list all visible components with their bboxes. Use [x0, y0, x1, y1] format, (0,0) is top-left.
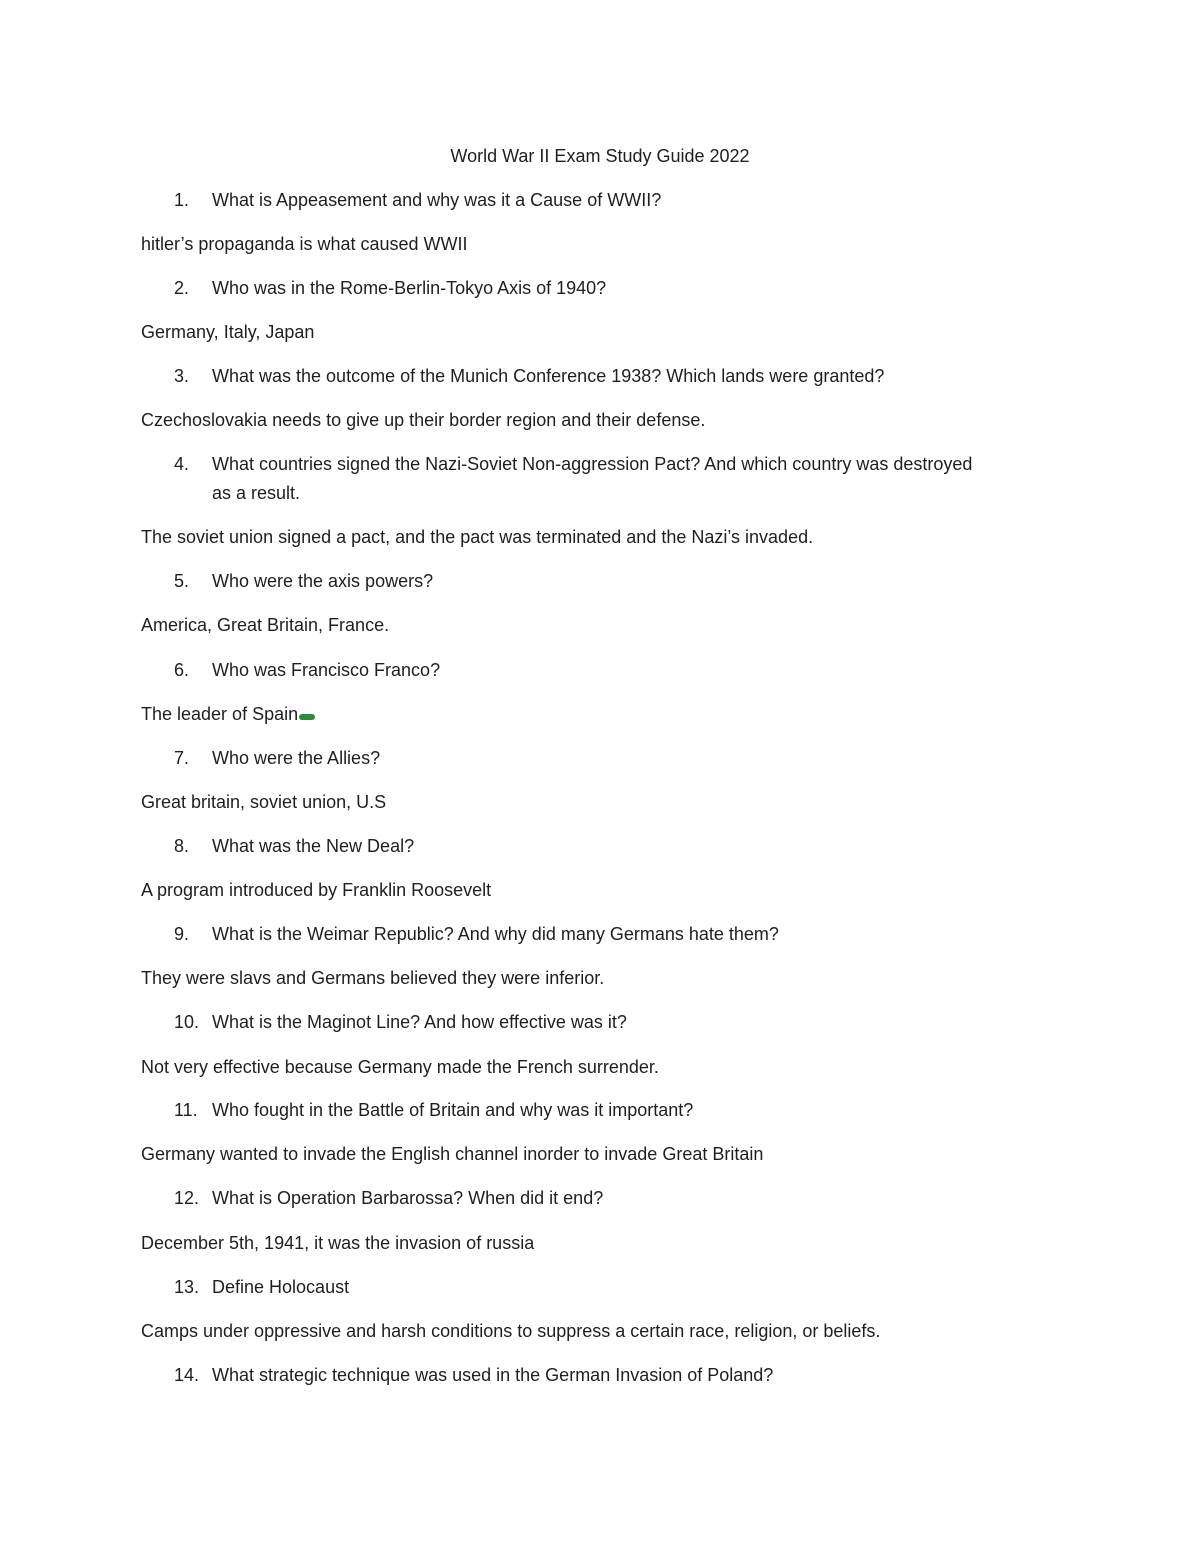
question-number: 5.	[174, 571, 190, 591]
question-text: What is the Weimar Republic? And why did many Germans hate them?	[212, 924, 779, 944]
answer-text: The soviet union signed a pact, and the pact was terminated and the Nazi’s invaded.	[141, 527, 814, 547]
ink-mark-icon	[299, 714, 315, 720]
document-title: World War II Exam Study Guide 2022	[450, 146, 750, 166]
answer-text: Not very effective because Germany made the French surrender.	[141, 1057, 659, 1077]
question-text: Who were the Allies?	[212, 748, 381, 768]
question-number: 8.	[174, 836, 190, 856]
answer-text: Germany wanted to invade the English channel inorder to invade Great Britain	[141, 1144, 764, 1164]
question-text: What strategic technique was used in the German Invasion of Poland?	[212, 1365, 774, 1385]
answer-text: hitler’s propaganda is what caused WWII	[141, 234, 468, 254]
question-number: 13.	[174, 1277, 200, 1297]
answer-text: Germany, Italy, Japan	[141, 322, 315, 342]
answer-text: America, Great Britain, France.	[141, 615, 390, 635]
question-text: What is Appeasement and why was it a Cause of WWII?	[212, 190, 662, 210]
question-text: What was the New Deal?	[212, 836, 415, 856]
question-text: What is Operation Barbarossa? When did it end?	[212, 1188, 604, 1208]
question-number: 9.	[174, 924, 190, 944]
question-number: 3.	[174, 366, 190, 386]
question-text: Define Holocaust	[212, 1277, 350, 1297]
question-number: 7.	[174, 748, 190, 768]
answer-text: Czechoslovakia needs to give up their border region and their defense.	[141, 410, 706, 430]
answer-text: They were slavs and Germans believed they were inferior.	[141, 968, 605, 988]
question-text: Who was in the Rome-Berlin-Tokyo Axis of 1940?	[212, 278, 607, 298]
question-number: 14.	[174, 1365, 200, 1385]
question-text: What countries signed the Nazi-Soviet Non-aggression Pact? And which country was destroyed	[212, 454, 973, 474]
question-text-continued: as a result.	[212, 483, 301, 503]
question-text: What is the Maginot Line? And how effective was it?	[212, 1012, 627, 1032]
answer-text: December 5th, 1941, it was the invasion of russia	[141, 1233, 535, 1253]
answer-row	[141, 703, 315, 725]
question-number: 6.	[174, 660, 190, 680]
question-number: 10.	[174, 1012, 200, 1032]
question-text: Who were the axis powers?	[212, 571, 434, 591]
answer-text: Camps under oppressive and harsh conditions to suppress a certain race, religion, or beliefs.	[141, 1321, 881, 1341]
answer-text: The leader of Spain	[141, 704, 299, 724]
answer-text: Great britain, soviet union, U.S	[141, 792, 387, 812]
question-number: 1.	[174, 190, 190, 210]
question-number: 4.	[174, 454, 190, 474]
question-number: 12.	[174, 1188, 200, 1208]
question-number: 11.	[174, 1100, 198, 1120]
question-text: Who was Francisco Franco?	[212, 660, 441, 680]
question-text: Who fought in the Battle of Britain and why was it important?	[212, 1100, 694, 1120]
question-number: 2.	[174, 278, 190, 298]
question-text: What was the outcome of the Munich Conference 1938? Which lands were granted?	[212, 366, 885, 386]
answer-text: A program introduced by Franklin Roosevelt	[141, 880, 492, 900]
